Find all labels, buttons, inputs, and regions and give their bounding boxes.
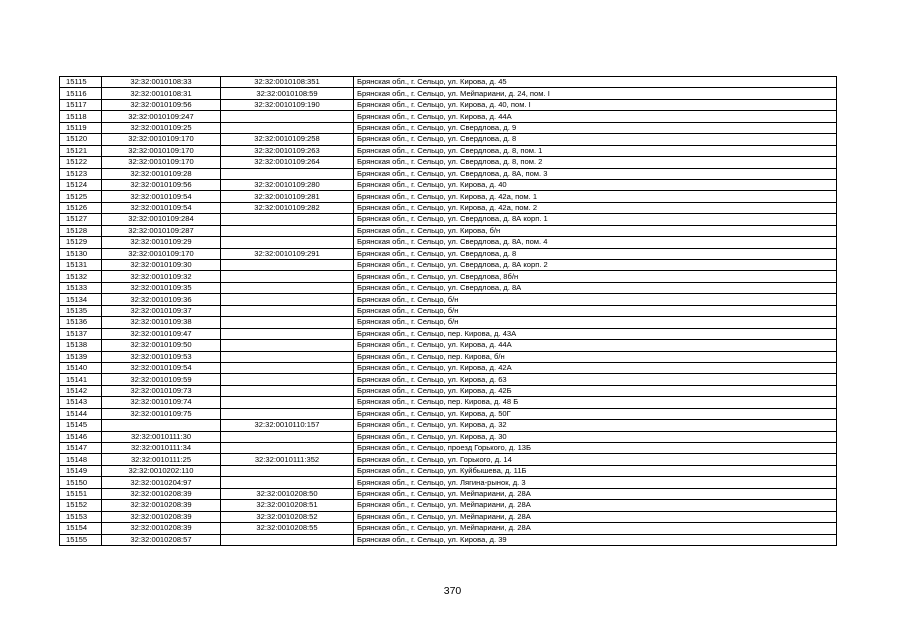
row-number-cell: 15153 [60,511,102,522]
address-cell: Брянская обл., г. Сельцо, ул. Свердлова, д. 8, пом. 1 [354,145,837,156]
address-cell: Брянская обл., г. Сельцо, пер. Кирова, д. 43А [354,328,837,339]
address-cell: Брянская обл., г. Сельцо, б/н [354,317,837,328]
table-row [60,294,837,305]
object-number-cell [221,362,354,373]
cadastral-number-cell: 32:32:0010109:74 [102,397,221,408]
object-number-cell [221,122,354,133]
row-number-cell: 15130 [60,248,102,259]
table-row [60,317,837,328]
cadastral-number-cell: 32:32:0010109:75 [102,408,221,419]
address-cell: Брянская обл., г. Сельцо, ул. Горького, д. 14 [354,454,837,465]
address-cell: Брянская обл., г. Сельцо, ул. Кирова, д. 40, пом. I [354,99,837,110]
cadastral-number-cell: 32:32:0010109:28 [102,168,221,179]
object-number-cell: 32:32:0010208:55 [221,523,354,534]
cadastral-number-cell: 32:32:0010111:25 [102,454,221,465]
address-cell: Брянская обл., г. Сельцо, ул. Свердлова, д. 9 [354,122,837,133]
row-number-cell: 15115 [60,77,102,88]
row-number-cell: 15118 [60,111,102,122]
cadastral-number-cell: 32:32:0010111:30 [102,431,221,442]
object-number-cell [221,260,354,271]
object-number-cell [221,465,354,476]
row-number-cell: 15126 [60,202,102,213]
object-number-cell: 32:32:0010108:351 [221,77,354,88]
object-number-cell [221,385,354,396]
object-number-cell: 32:32:0010109:264 [221,157,354,168]
object-number-cell [221,431,354,442]
cadastral-number-cell: 32:32:0010208:39 [102,523,221,534]
cadastral-number-cell [102,420,221,431]
row-number-cell: 15138 [60,340,102,351]
cadastral-number-cell: 32:32:0010109:54 [102,202,221,213]
table-row [60,374,837,385]
address-cell: Брянская обл., г. Сельцо, ул. Кирова, д. 40 [354,179,837,190]
table-row [60,408,837,419]
row-number-cell: 15131 [60,260,102,271]
row-number-cell: 15152 [60,500,102,511]
cadastral-number-cell: 32:32:0010109:36 [102,294,221,305]
address-cell: Брянская обл., г. Сельцо, ул. Кирова, д. 42а, пом. 2 [354,202,837,213]
table-row [60,202,837,213]
object-number-cell [221,397,354,408]
object-number-cell [221,408,354,419]
address-cell: Брянская обл., г. Сельцо, ул. Свердлова, д. 8А корп. 2 [354,260,837,271]
cadastral-number-cell: 32:32:0010109:73 [102,385,221,396]
table-row [60,523,837,534]
object-number-cell: 32:32:0010109:281 [221,191,354,202]
object-number-cell [221,340,354,351]
object-number-cell [221,225,354,236]
address-cell: Брянская обл., г. Сельцо, ул. Кирова, д. 42а, пом. 1 [354,191,837,202]
address-cell: Брянская обл., г. Сельцо, ул. Свердлова, д. 8А, пом. 4 [354,237,837,248]
table-row [60,282,837,293]
row-number-cell: 15146 [60,431,102,442]
address-cell: Брянская обл., г. Сельцо, ул. Кирова, д. 63 [354,374,837,385]
row-number-cell: 15117 [60,99,102,110]
object-number-cell [221,237,354,248]
table-row [60,248,837,259]
table-row [60,271,837,282]
address-cell: Брянская обл., г. Сельцо, пер. Кирова, д. 48 Б [354,397,837,408]
address-cell: Брянская обл., г. Сельцо, пер. Кирова, б/н [354,351,837,362]
page-number: 370 [443,585,462,597]
table-row [60,134,837,145]
cadastral-number-cell: 32:32:0010208:39 [102,500,221,511]
cadastral-number-cell: 32:32:0010109:56 [102,99,221,110]
address-cell: Брянская обл., г. Сельцо, ул. Кирова, д. 39 [354,534,837,545]
object-number-cell: 32:32:0010111:352 [221,454,354,465]
cadastral-number-cell: 32:32:0010109:170 [102,157,221,168]
table-row [60,145,837,156]
table-row [60,111,837,122]
table-row [60,157,837,168]
registry-table-body [60,77,837,546]
address-cell: Брянская обл., г. Сельцо, ул. Свердлова, д. 8 [354,134,837,145]
cadastral-number-cell: 32:32:0010109:287 [102,225,221,236]
cadastral-number-cell: 32:32:0010109:170 [102,145,221,156]
address-cell: Брянская обл., г. Сельцо, ул. Кирова, д. 44А [354,340,837,351]
cadastral-number-cell: 32:32:0010109:32 [102,271,221,282]
row-number-cell: 15148 [60,454,102,465]
address-cell: Брянская обл., г. Сельцо, ул. Кирова, д. 45 [354,77,837,88]
cadastral-number-cell: 32:32:0010109:35 [102,282,221,293]
address-cell: Брянская обл., г. Сельцо, ул. Мейпариани, д. 28А [354,500,837,511]
cadastral-number-cell: 32:32:0010109:30 [102,260,221,271]
cadastral-number-cell: 32:32:0010202:110 [102,465,221,476]
address-cell: Брянская обл., г. Сельцо, ул. Мейпариани, д. 24, пом. I [354,88,837,99]
table-row [60,340,837,351]
table-row [60,179,837,190]
cadastral-number-cell: 32:32:0010109:247 [102,111,221,122]
address-cell: Брянская обл., г. Сельцо, б/н [354,294,837,305]
table-row [60,351,837,362]
cadastral-number-cell: 32:32:0010109:170 [102,134,221,145]
object-number-cell: 32:32:0010109:280 [221,179,354,190]
address-cell: Брянская обл., г. Сельцо, ул. Мейпариани, д. 28А [354,488,837,499]
object-number-cell [221,282,354,293]
address-cell: Брянская обл., г. Сельцо, ул. Кирова, д. 32 [354,420,837,431]
address-cell: Брянская обл., г. Сельцо, ул. Кирова, д. 42Б [354,385,837,396]
table-row [60,385,837,396]
object-number-cell: 32:32:0010109:190 [221,99,354,110]
object-number-cell [221,374,354,385]
table-row [60,477,837,488]
address-cell: Брянская обл., г. Сельцо, ул. Мейпариани, д. 28А [354,523,837,534]
object-number-cell [221,214,354,225]
row-number-cell: 15120 [60,134,102,145]
object-number-cell: 32:32:0010109:263 [221,145,354,156]
table-row [60,122,837,133]
row-number-cell: 15144 [60,408,102,419]
row-number-cell: 15137 [60,328,102,339]
cadastral-number-cell: 32:32:0010208:39 [102,488,221,499]
table-row [60,534,837,545]
table-row [60,77,837,88]
object-number-cell [221,168,354,179]
cadastral-number-cell: 32:32:0010109:25 [102,122,221,133]
row-number-cell: 15142 [60,385,102,396]
table-row [60,420,837,431]
cadastral-number-cell: 32:32:0010109:54 [102,191,221,202]
object-number-cell: 32:32:0010108:59 [221,88,354,99]
address-cell: Брянская обл., г. Сельцо, ул. Кирова, д. 44А [354,111,837,122]
object-number-cell: 32:32:0010208:51 [221,500,354,511]
cadastral-number-cell: 32:32:0010109:50 [102,340,221,351]
cadastral-number-cell: 32:32:0010109:37 [102,305,221,316]
object-number-cell [221,534,354,545]
row-number-cell: 15133 [60,282,102,293]
object-number-cell [221,305,354,316]
row-number-cell: 15121 [60,145,102,156]
row-number-cell: 15125 [60,191,102,202]
cadastral-number-cell: 32:32:0010109:54 [102,362,221,373]
object-number-cell: 32:32:0010208:52 [221,511,354,522]
address-cell: Брянская обл., г. Сельцо, ул. Свердлова, д. 8А [354,282,837,293]
object-number-cell: 32:32:0010110:157 [221,420,354,431]
cadastral-number-cell: 32:32:0010109:59 [102,374,221,385]
row-number-cell: 15140 [60,362,102,373]
registry-table [59,76,837,546]
table-row [60,443,837,454]
row-number-cell: 15150 [60,477,102,488]
row-number-cell: 15155 [60,534,102,545]
row-number-cell: 15136 [60,317,102,328]
cadastral-number-cell: 32:32:0010109:47 [102,328,221,339]
cadastral-number-cell: 32:32:0010109:29 [102,237,221,248]
object-number-cell [221,317,354,328]
row-number-cell: 15123 [60,168,102,179]
address-cell: Брянская обл., г. Сельцо, ул. Свердлова, 8б/н [354,271,837,282]
row-number-cell: 15128 [60,225,102,236]
cadastral-number-cell: 32:32:0010108:31 [102,88,221,99]
address-cell: Брянская обл., г. Сельцо, ул. Лягина-рынок, д. 3 [354,477,837,488]
address-cell: Брянская обл., г. Сельцо, ул. Кирова, д. 42А [354,362,837,373]
table-row [60,225,837,236]
row-number-cell: 15154 [60,523,102,534]
cadastral-number-cell: 32:32:0010111:34 [102,443,221,454]
object-number-cell [221,351,354,362]
cadastral-number-cell: 32:32:0010109:56 [102,179,221,190]
row-number-cell: 15116 [60,88,102,99]
address-cell: Брянская обл., г. Сельцо, проезд Горького, д. 13Б [354,443,837,454]
table-row [60,214,837,225]
row-number-cell: 15151 [60,488,102,499]
row-number-cell: 15143 [60,397,102,408]
object-number-cell [221,294,354,305]
row-number-cell: 15135 [60,305,102,316]
row-number-cell: 15149 [60,465,102,476]
object-number-cell [221,443,354,454]
address-cell: Брянская обл., г. Сельцо, ул. Кирова, б/н [354,225,837,236]
address-cell: Брянская обл., г. Сельцо, ул. Кирова, д. 30 [354,431,837,442]
row-number-cell: 15139 [60,351,102,362]
table-row [60,191,837,202]
address-cell: Брянская обл., г. Сельцо, ул. Куйбышева, д. 11Б [354,465,837,476]
address-cell: Брянская обл., г. Сельцо, б/н [354,305,837,316]
table-row [60,397,837,408]
row-number-cell: 15122 [60,157,102,168]
cadastral-number-cell: 32:32:0010109:53 [102,351,221,362]
row-number-cell: 15134 [60,294,102,305]
table-row [60,237,837,248]
row-number-cell: 15132 [60,271,102,282]
object-number-cell [221,328,354,339]
address-cell: Брянская обл., г. Сельцо, ул. Кирова, д. 50Г [354,408,837,419]
cadastral-number-cell: 32:32:0010108:33 [102,77,221,88]
table-row [60,305,837,316]
cadastral-number-cell: 32:32:0010204:97 [102,477,221,488]
object-number-cell: 32:32:0010109:291 [221,248,354,259]
address-cell: Брянская обл., г. Сельцо, ул. Свердлова, д. 8 [354,248,837,259]
table-row [60,88,837,99]
object-number-cell [221,111,354,122]
table-row [60,431,837,442]
address-cell: Брянская обл., г. Сельцо, ул. Свердлова, д. 8А, пом. 3 [354,168,837,179]
object-number-cell [221,271,354,282]
row-number-cell: 15145 [60,420,102,431]
row-number-cell: 15127 [60,214,102,225]
row-number-cell: 15124 [60,179,102,190]
object-number-cell: 32:32:0010109:282 [221,202,354,213]
address-cell: Брянская обл., г. Сельцо, ул. Свердлова, д. 8, пом. 2 [354,157,837,168]
object-number-cell: 32:32:0010208:50 [221,488,354,499]
cadastral-number-cell: 32:32:0010109:170 [102,248,221,259]
table-row [60,465,837,476]
table-row [60,260,837,271]
table-row [60,511,837,522]
table-row [60,500,837,511]
cadastral-number-cell: 32:32:0010208:39 [102,511,221,522]
row-number-cell: 15129 [60,237,102,248]
row-number-cell: 15141 [60,374,102,385]
address-cell: Брянская обл., г. Сельцо, ул. Свердлова, д. 8А корп. 1 [354,214,837,225]
table-row [60,488,837,499]
object-number-cell: 32:32:0010109:258 [221,134,354,145]
cadastral-number-cell: 32:32:0010208:57 [102,534,221,545]
cadastral-number-cell: 32:32:0010109:284 [102,214,221,225]
row-number-cell: 15119 [60,122,102,133]
table-row [60,328,837,339]
table-row [60,168,837,179]
table-row [60,454,837,465]
object-number-cell [221,477,354,488]
cadastral-number-cell: 32:32:0010109:38 [102,317,221,328]
table-row [60,362,837,373]
row-number-cell: 15147 [60,443,102,454]
address-cell: Брянская обл., г. Сельцо, ул. Мейпариани, д. 28А [354,511,837,522]
table-row [60,99,837,110]
